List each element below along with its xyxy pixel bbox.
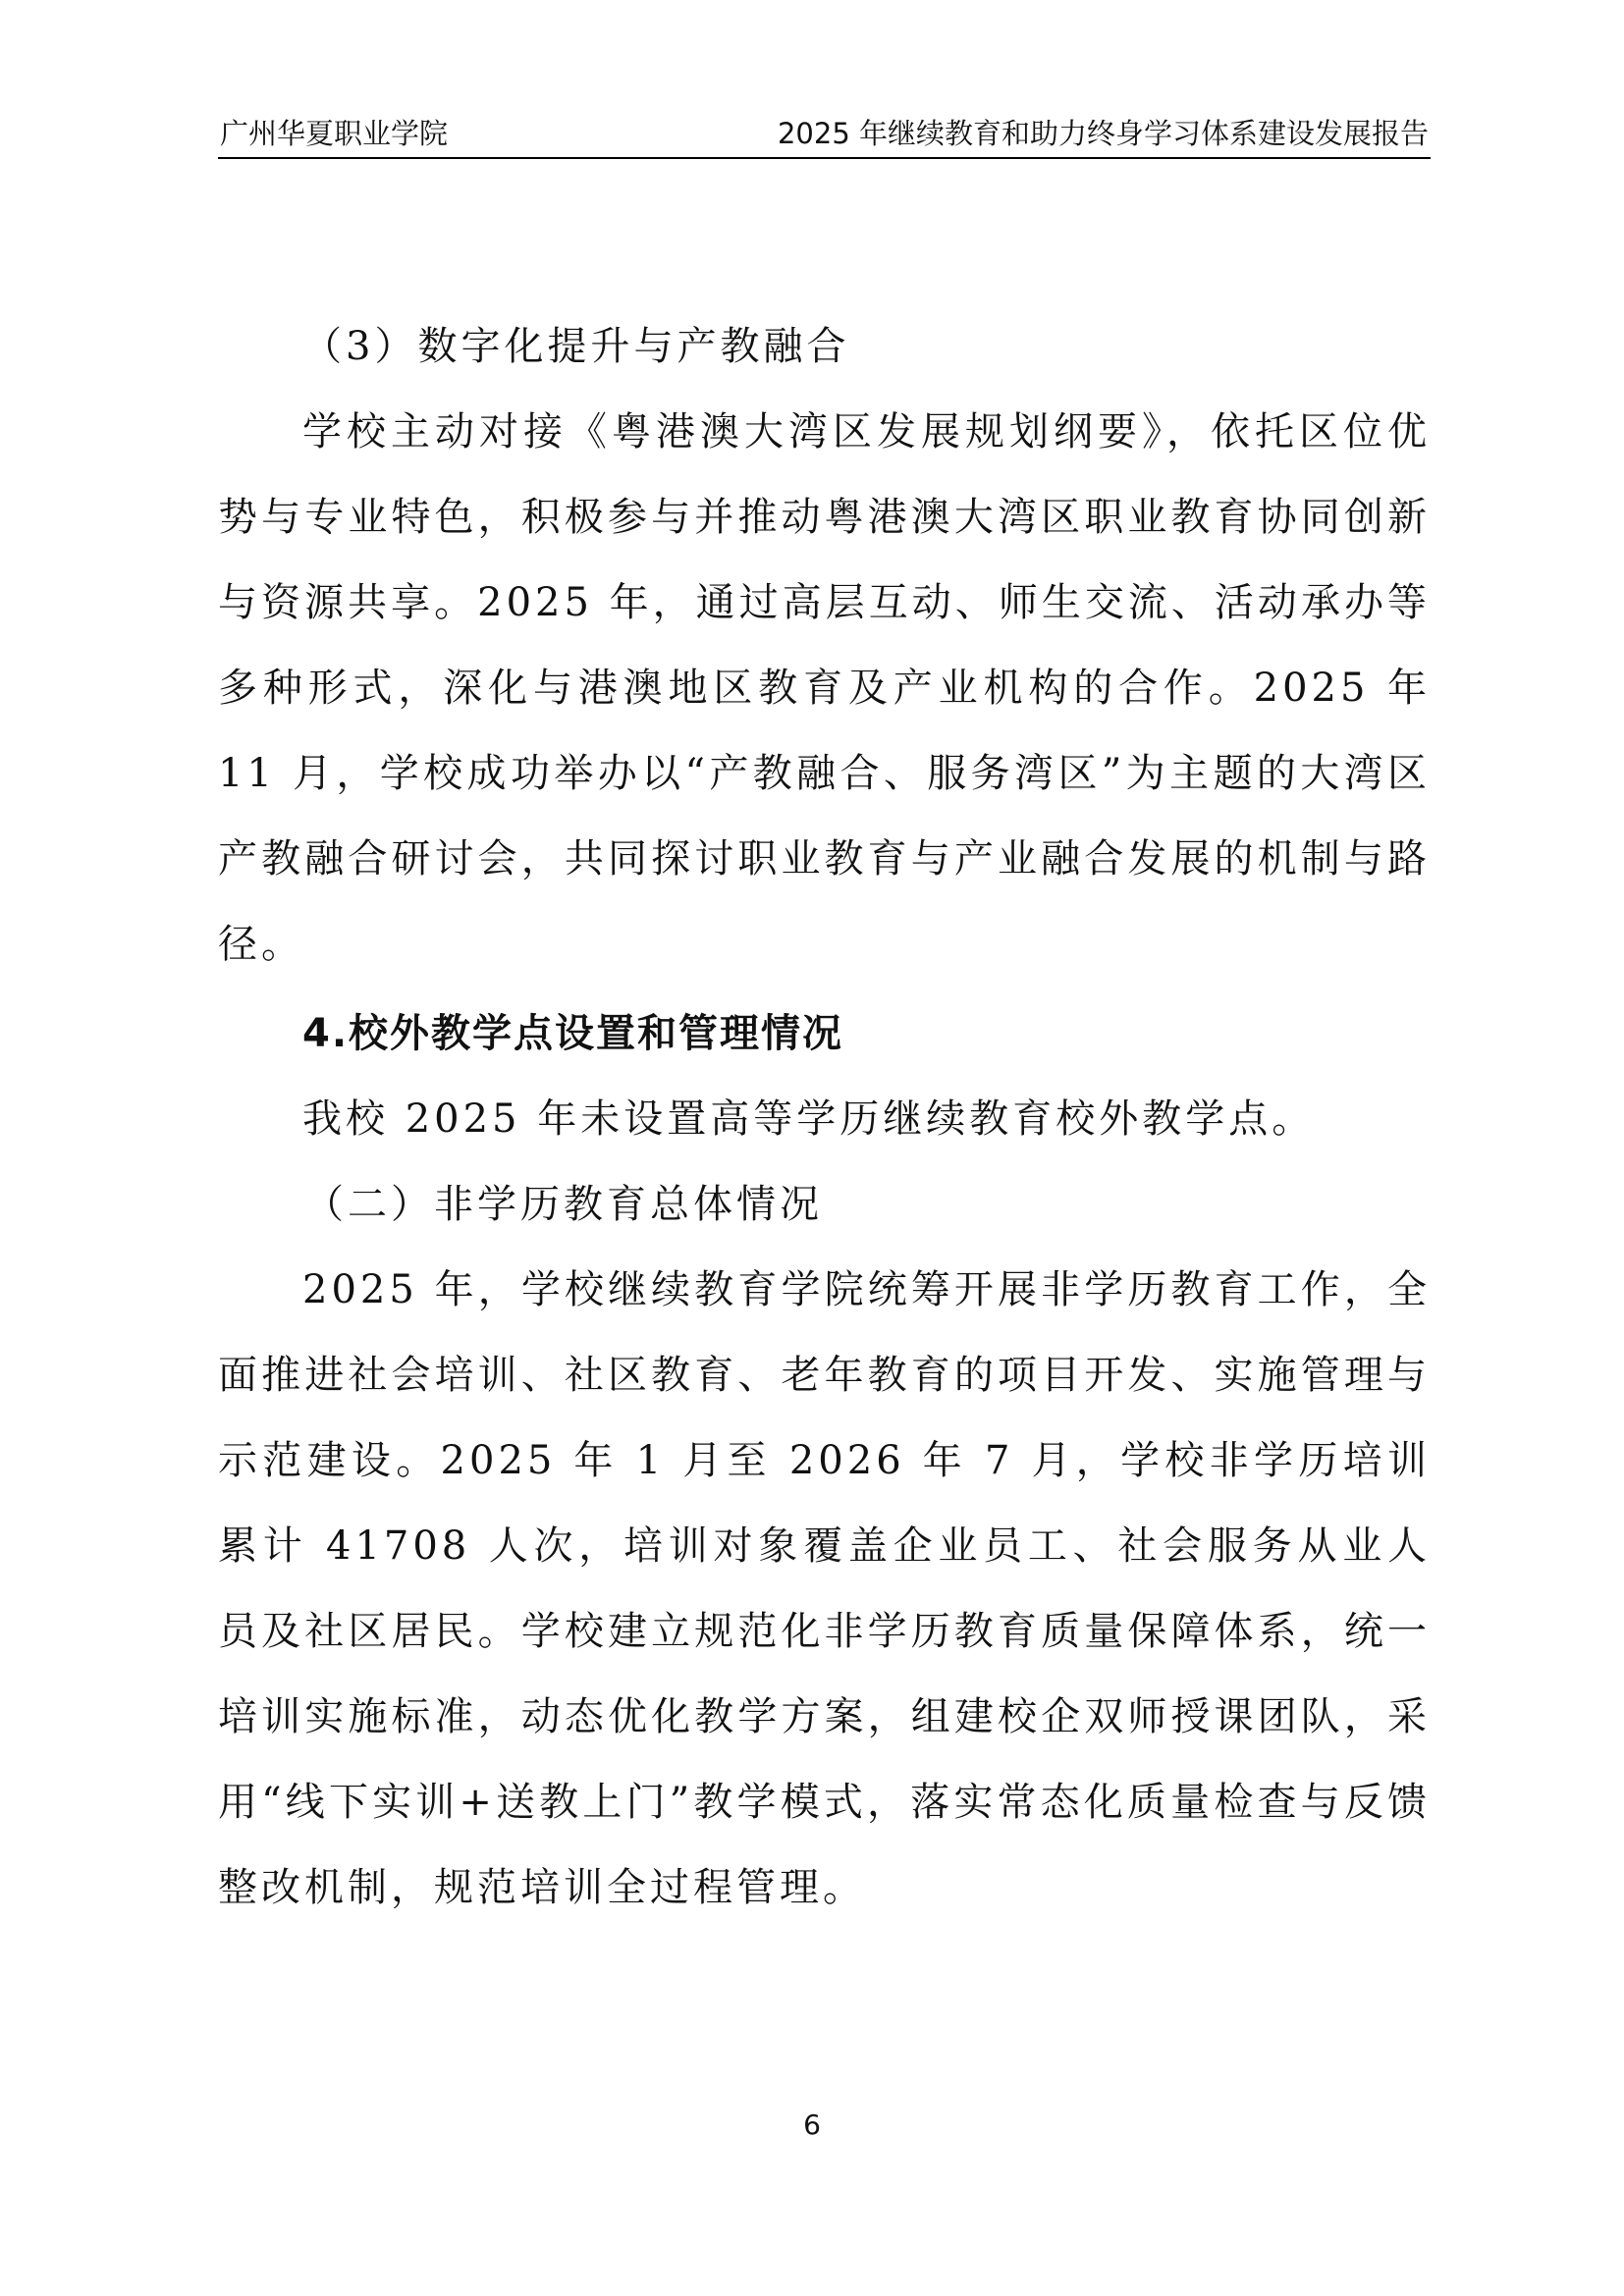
section-3-paragraph: 学校主动对接《粤港澳大湾区发展规划纲要》，依托区位优势与专业特色，积极参与并推动粤港澳大湾区职业教育协同创新与资源共享。2025 年，通过高层互动、师生交流、活动承办等多种形式，深化与港澳地区教育及产业机构的合作。2025 年 11 月，学校成功举办以“产教融合、服务湾区”为主题的大湾区产教融合研讨会，共同探讨职业教育与产业融合发展的机制与路径。 xyxy=(218,409,1431,967)
header-report-title: 2025 年继续教育和助力终身学习体系建设发展报告 xyxy=(777,117,1429,150)
part-2-heading: （二）非学历教育总体情况 xyxy=(304,1182,823,1227)
section-3-heading: （3）数字化提升与产教融合 xyxy=(302,324,850,369)
page-header xyxy=(218,114,1431,159)
header-institution: 广州华夏职业学院 xyxy=(220,117,449,150)
section-4-heading: 4.校外教学点设置和管理情况 xyxy=(302,1011,844,1056)
section-4-paragraph: 我校 2025 年未设置高等学历继续教育校外教学点。 xyxy=(302,1096,1316,1142)
page-body xyxy=(218,304,1431,1931)
page-number: 6 xyxy=(803,2109,821,2141)
part-2-paragraph: 2025 年，学校继续教育学院统筹开展非学历教育工作，全面推进社会培训、社区教育、老年教育的项目开发、实施管理与示范建设。2025 年 1 月至 2026 年 7 月，学校非学历培训累计 41708 人次，培训对象覆盖企业员工、社会服务从业人员及社区居民。学校建立规范化非学历教育质量保障体系，统一培训实施标准，动态优化教学方案，组建校企双师授课团队，采用“线下实训+送教上门”教学模式，落实常态化质量检查与反馈整改机制，规范培训全过程管理。 xyxy=(218,1267,1431,1910)
